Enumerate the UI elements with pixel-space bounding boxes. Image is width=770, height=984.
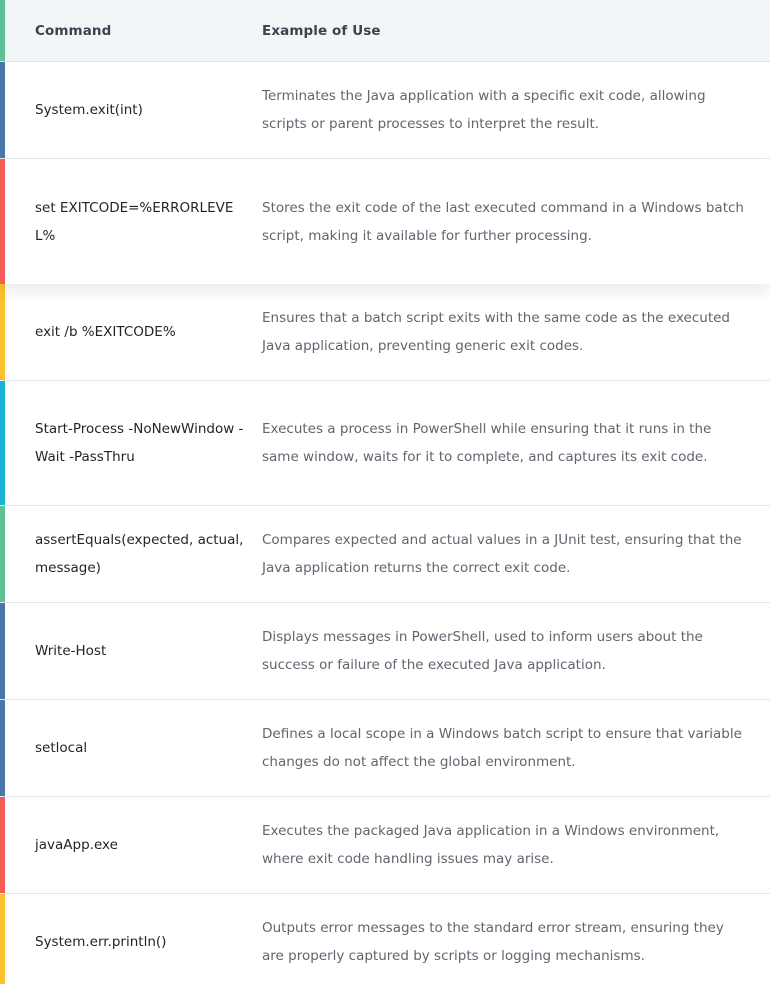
row-example: Outputs error messages to the standard error stream, ensuring they are properly captured by scripts or logging mechanisms. [262, 920, 724, 964]
row-accent-bar [0, 797, 5, 893]
row-accent-bar [0, 381, 5, 505]
table-row [0, 381, 770, 506]
row-command: System.err.println() [35, 934, 167, 950]
row-accent-bar [0, 700, 5, 796]
row-accent-bar [0, 62, 5, 158]
row-command: Start-Process -NoNewWindow -Wait -PassThru [35, 421, 244, 465]
table-row [0, 62, 770, 159]
row-example: Ensures that a batch script exits with the same code as the executed Java application, preventing generic exit codes. [262, 310, 730, 354]
row-example: Executes the packaged Java application in a Windows environment, where exit code handling issues may arise. [262, 823, 720, 867]
row-example: Executes a process in PowerShell while ensuring that it runs in the same window, waits for it to complete, and captures its exit code. [262, 421, 712, 465]
row-example: Compares expected and actual values in a JUnit test, ensuring that the Java application returns the correct exit code. [262, 532, 742, 576]
row-command: setlocal [35, 740, 88, 756]
table-header [0, 0, 770, 62]
header-example: Example of Use [262, 22, 381, 39]
table-row [0, 159, 770, 284]
table-row [0, 894, 770, 984]
row-accent-bar [0, 159, 5, 284]
table-row [0, 603, 770, 700]
table-row [0, 506, 770, 603]
table-row [0, 700, 770, 797]
row-command: exit /b %EXITCODE% [35, 324, 176, 340]
row-command: set EXITCODE=%ERRORLEVEL% [35, 199, 234, 244]
row-accent-bar [0, 603, 5, 699]
row-command: javaApp.exe [35, 837, 118, 853]
row-command: System.exit(int) [35, 102, 143, 118]
header-accent-bar [0, 0, 5, 61]
row-example: Displays messages in PowerShell, used to inform users about the success or failure of the executed Java application. [262, 629, 703, 673]
row-example: Terminates the Java application with a specific exit code, allowing scripts or parent processes to interpret the result. [262, 88, 706, 132]
header-command: Command [35, 22, 112, 39]
table-row [0, 284, 770, 381]
row-command: Write-Host [35, 643, 107, 659]
row-accent-bar [0, 894, 5, 984]
row-command: assertEquals(expected, actual, message) [35, 532, 244, 576]
row-accent-bar [0, 506, 5, 602]
row-example: Stores the exit code of the last executed command in a Windows batch script, making it available for further processing. [262, 199, 744, 244]
table-row [0, 797, 770, 894]
row-example: Defines a local scope in a Windows batch script to ensure that variable changes do not affect the global environment. [262, 726, 742, 770]
row-accent-bar [0, 284, 5, 380]
